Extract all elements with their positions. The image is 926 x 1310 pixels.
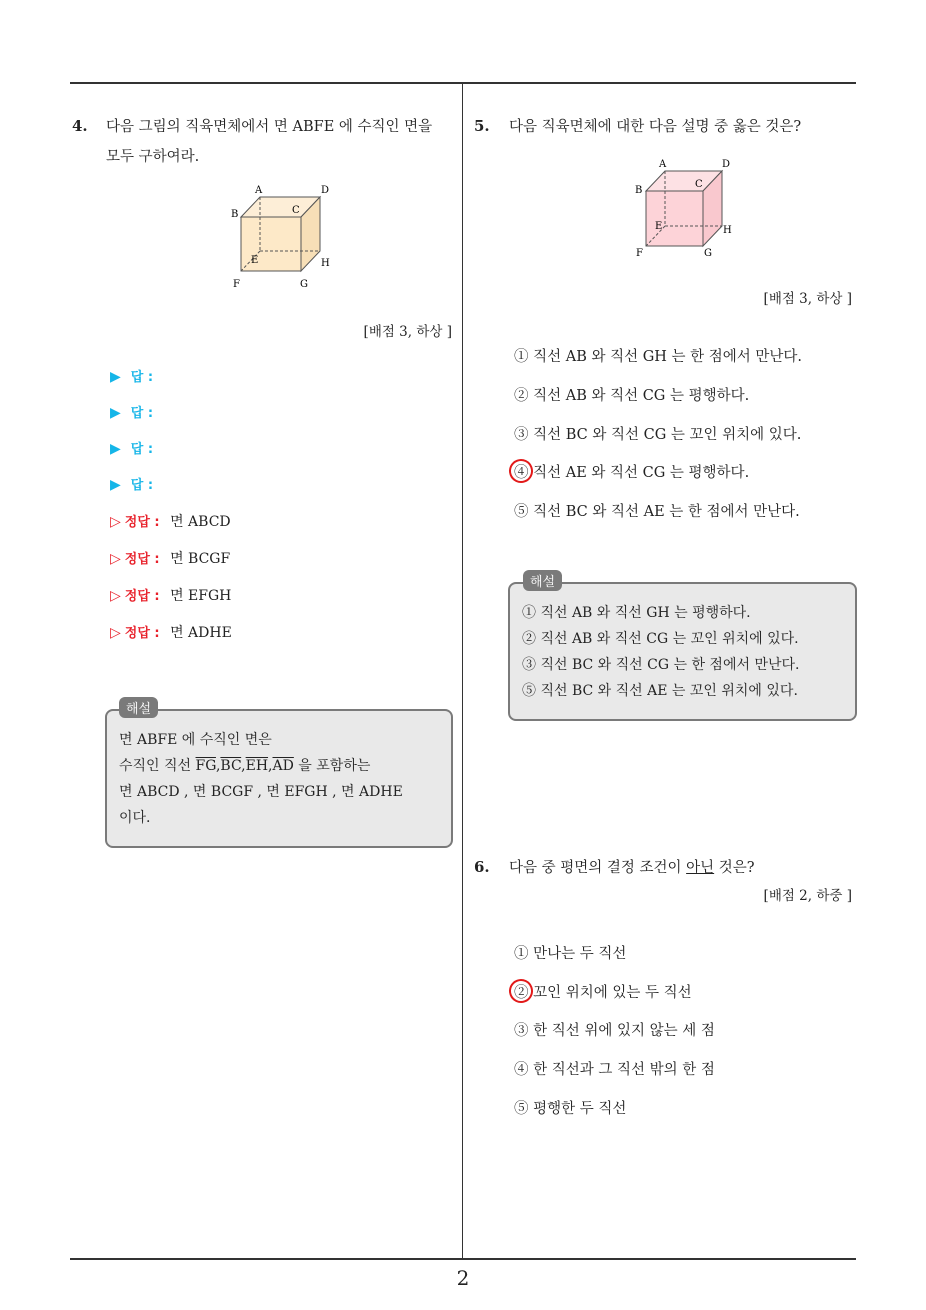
q4-text-line1: 다음 그림의 직육면체에서 면 ABFE 에 수직인 면을	[106, 119, 433, 135]
q6-option-5[interactable]: ⑤ 평행한 두 직선	[514, 1101, 627, 1117]
q5-solution-line: ③ 직선 BC 와 직선 CG 는 한 점에서 만난다.	[522, 657, 800, 673]
page-number: 2	[456, 1266, 470, 1290]
q6-score: [배점 2, 하중 ]	[763, 888, 852, 904]
q5-option-2[interactable]: ② 직선 AB 와 직선 CG 는 평행하다.	[514, 388, 750, 404]
correct-label: 정답 :	[124, 515, 160, 530]
q4-text	[106, 112, 456, 172]
correct-answer-row	[110, 548, 230, 568]
q5-cuboid-figure	[629, 155, 744, 265]
q5-option-1[interactable]: ① 직선 AB 와 직선 GH 는 한 점에서 만난다.	[514, 349, 803, 365]
correct-label: 정답 :	[124, 626, 160, 641]
q4-label-a: A	[255, 185, 263, 196]
q6-option-3[interactable]: ③ 한 직선 위에 있지 않는 세 점	[514, 1023, 715, 1039]
q6-option-1[interactable]: ① 만나는 두 직선	[514, 946, 627, 962]
play-triangle-icon: ▶	[110, 369, 121, 385]
bottom-rule	[70, 1258, 856, 1260]
q4-solution-line3: 면 ABCD , 면 BCGF , 면 EFGH , 면 ADHE	[119, 784, 403, 800]
q6-text	[509, 853, 755, 883]
q5-label-g: G	[704, 248, 712, 259]
play-triangle-icon: ▶	[110, 477, 121, 493]
q6-text-prefix: 다음 중 평면의 결정 조건이	[509, 860, 687, 876]
answer-row[interactable]	[110, 402, 153, 421]
answer-row[interactable]	[110, 474, 153, 493]
q5-solution-line: ② 직선 AB 와 직선 CG 는 꼬인 위치에 있다.	[522, 631, 799, 647]
q5-label-h: H	[723, 225, 732, 236]
q4-solution-line4: 이다.	[119, 810, 151, 826]
correct-answer-row	[110, 622, 232, 642]
q4-solution-box	[105, 709, 453, 848]
q6-text-suffix: 것은?	[714, 860, 755, 876]
q5-number: 5.	[474, 117, 490, 135]
q4-label-e: E	[251, 255, 259, 266]
q4-solution-line2-prefix: 수직인 직선	[119, 758, 196, 774]
q4-label-d: D	[321, 185, 330, 196]
q4-cuboid-front-face	[241, 217, 301, 271]
column-divider	[462, 82, 463, 1260]
answer-label: 답 :	[130, 442, 154, 457]
segment-bc: $\overline{BC}$	[220, 758, 242, 774]
segment-fg: $\overline{FG}$	[195, 758, 216, 774]
answer-label: 답 :	[130, 478, 154, 493]
q4-cuboid-figure	[225, 180, 340, 295]
segment-eh: $\overline{EH}$	[245, 758, 269, 774]
top-rule	[70, 82, 856, 84]
q5-label-a: A	[659, 159, 667, 170]
q4-solution-line2: 수직인 직선 $\overline{FG},\overline{BC},\overline{EH},\overline{AD}$ 을 포함하는	[119, 758, 371, 774]
q5-text: 다음 직육면체에 대한 다음 설명 중 옳은 것은?	[509, 119, 802, 135]
play-triangle-icon: ▶	[110, 441, 121, 457]
correct-label: 정답 :	[124, 552, 160, 567]
answer-row[interactable]	[110, 438, 153, 457]
q4-label-g: G	[300, 279, 308, 290]
q5-label-b: B	[635, 185, 643, 196]
play-triangle-icon: ▶	[110, 405, 121, 421]
correct-label: 정답 :	[124, 589, 160, 604]
q5-solution-line: ① 직선 AB 와 직선 GH 는 평행하다.	[522, 605, 751, 621]
correct-answer-row	[110, 585, 231, 605]
q4-label-b: B	[231, 209, 239, 220]
correct-answer-text: 면 BCGF	[170, 551, 231, 567]
q5-cuboid-front-face	[646, 191, 703, 246]
q4-number: 4.	[72, 117, 88, 135]
answer-row[interactable]	[110, 366, 153, 385]
q4-solution-line2-suffix: 을 포함하는	[293, 758, 371, 774]
q4-solution-line1: 면 ABFE 에 수직인 면은	[119, 732, 272, 748]
q5-score: [배점 3, 하상 ]	[763, 291, 852, 307]
q5-label-d: D	[722, 159, 731, 170]
q4-score: [배점 3, 하상 ]	[363, 324, 452, 340]
q5-option-5[interactable]: ⑤ 직선 BC 와 직선 AE 는 한 점에서 만난다.	[514, 504, 800, 520]
q5-solution-tag: 해설	[523, 570, 562, 591]
q4-label-h: H	[321, 258, 330, 269]
outline-triangle-icon: ▷	[110, 625, 121, 641]
q5-solution-line: ⑤ 직선 BC 와 직선 AE 는 꼬인 위치에 있다.	[522, 683, 798, 699]
q6-option-2[interactable]: ② 꼬인 위치에 있는 두 직선	[514, 985, 692, 1001]
q6-option-4[interactable]: ④ 한 직선과 그 직선 밖의 한 점	[514, 1062, 715, 1078]
correct-answer-text: 면 ADHE	[170, 625, 232, 641]
outline-triangle-icon: ▷	[110, 514, 121, 530]
q5-option-4[interactable]: ④ 직선 AE 와 직선 CG 는 평행하다.	[514, 465, 750, 481]
answer-label: 답 :	[130, 370, 154, 385]
q4-label-f: F	[233, 279, 240, 290]
correct-answer-row	[110, 511, 231, 531]
q5-label-f: F	[636, 248, 643, 259]
q4-label-c: C	[292, 205, 300, 216]
q5-solution-box	[508, 582, 857, 721]
answer-label: 답 :	[130, 406, 154, 421]
segment-ad: $\overline{AD}$	[272, 758, 294, 774]
outline-triangle-icon: ▷	[110, 588, 121, 604]
correct-answer-text: 면 ABCD	[170, 514, 231, 530]
correct-answer-text: 면 EFGH	[170, 588, 232, 604]
q5-label-c: C	[695, 179, 703, 190]
q6-text-underlined: 아닌	[686, 860, 715, 876]
q4-text-line2: 모두 구하여라.	[106, 149, 200, 165]
outline-triangle-icon: ▷	[110, 551, 121, 567]
q5-label-e: E	[655, 221, 663, 232]
q5-option-3[interactable]: ③ 직선 BC 와 직선 CG 는 꼬인 위치에 있다.	[514, 427, 802, 443]
q6-number: 6.	[474, 858, 490, 876]
q4-solution-tag: 해설	[119, 697, 158, 718]
